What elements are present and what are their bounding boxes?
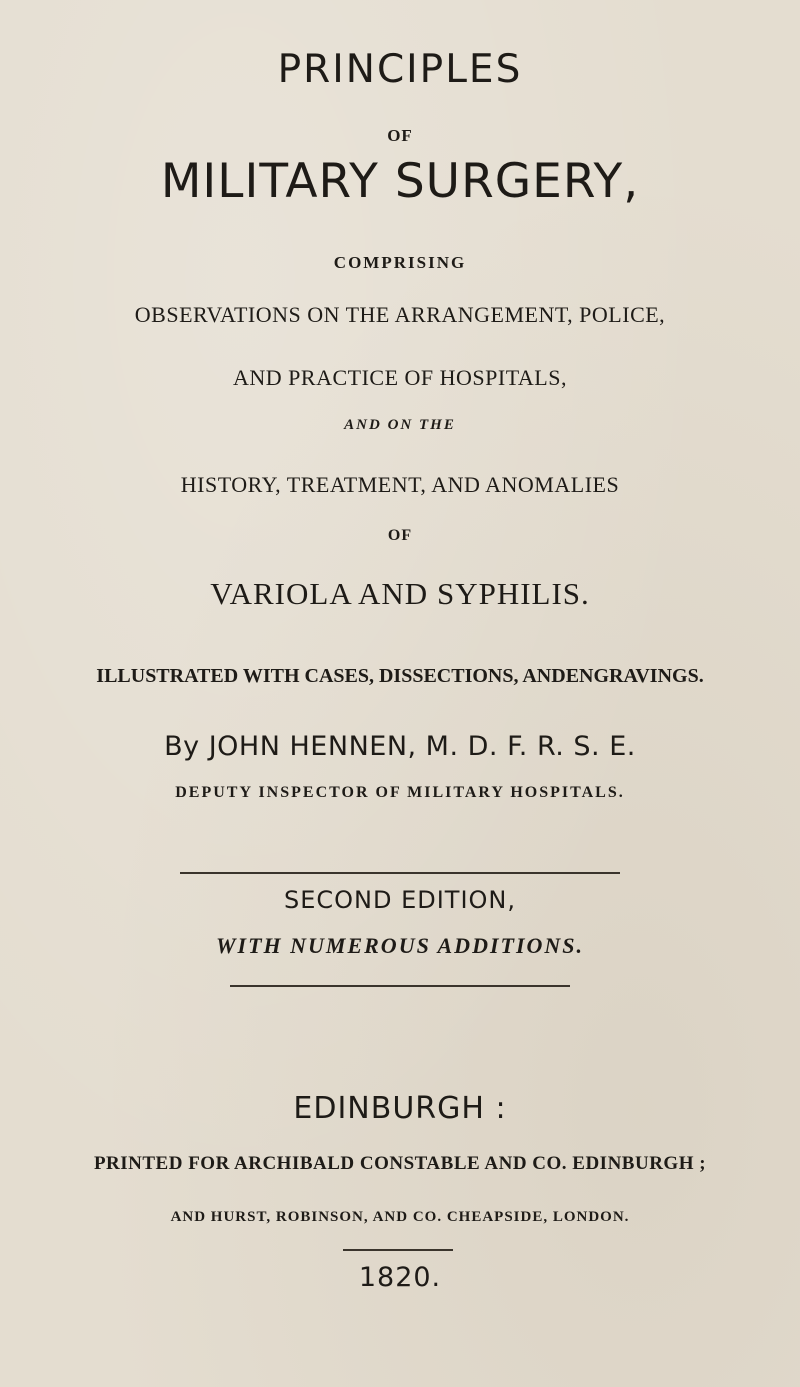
of-line-1: OF — [387, 126, 413, 145]
year-line: 1820. — [358, 1262, 442, 1293]
rule-bottom — [230, 985, 570, 987]
publisher-line: AND HURST, ROBINSON, AND CO. CHEAPSIDE, LONDON. — [170, 1209, 630, 1225]
rule-top — [180, 872, 620, 874]
edition-line: SECOND EDITION, — [283, 886, 517, 914]
title-military-surgery: MILITARY SURGERY, — [160, 154, 640, 209]
printer-line: PRINTED FOR ARCHIBALD CONSTABLE AND CO. EDINBURGH ; — [93, 1153, 707, 1174]
rule-year — [343, 1249, 453, 1251]
and-on-the-line: AND ON THE — [344, 417, 456, 433]
city-line: EDINBURGH : — [293, 1091, 507, 1126]
of-line-2: OF — [387, 527, 413, 544]
variola-line: VARIOLA AND SYPHILIS. — [210, 576, 590, 611]
author-line: By JOHN HENNEN, M. D. F. R. S. E. — [164, 731, 636, 762]
history-line: HISTORY, TREATMENT, AND ANOMALIES — [180, 472, 620, 497]
illustrated-line: ILLUSTRATED WITH CASES, DISSECTIONS, ANDENGRAVINGS. — [96, 665, 704, 687]
practice-line: AND PRACTICE OF HOSPITALS, — [233, 365, 567, 390]
comprising-line: COMPRISING — [333, 253, 467, 272]
observations-line: OBSERVATIONS ON THE ARRANGEMENT, POLICE, — [134, 302, 666, 327]
title-principles: PRINCIPLES — [277, 47, 523, 92]
additions-line: WITH NUMEROUS ADDITIONS. — [215, 933, 585, 958]
author-position: DEPUTY INSPECTOR OF MILITARY HOSPITALS. — [175, 784, 625, 801]
